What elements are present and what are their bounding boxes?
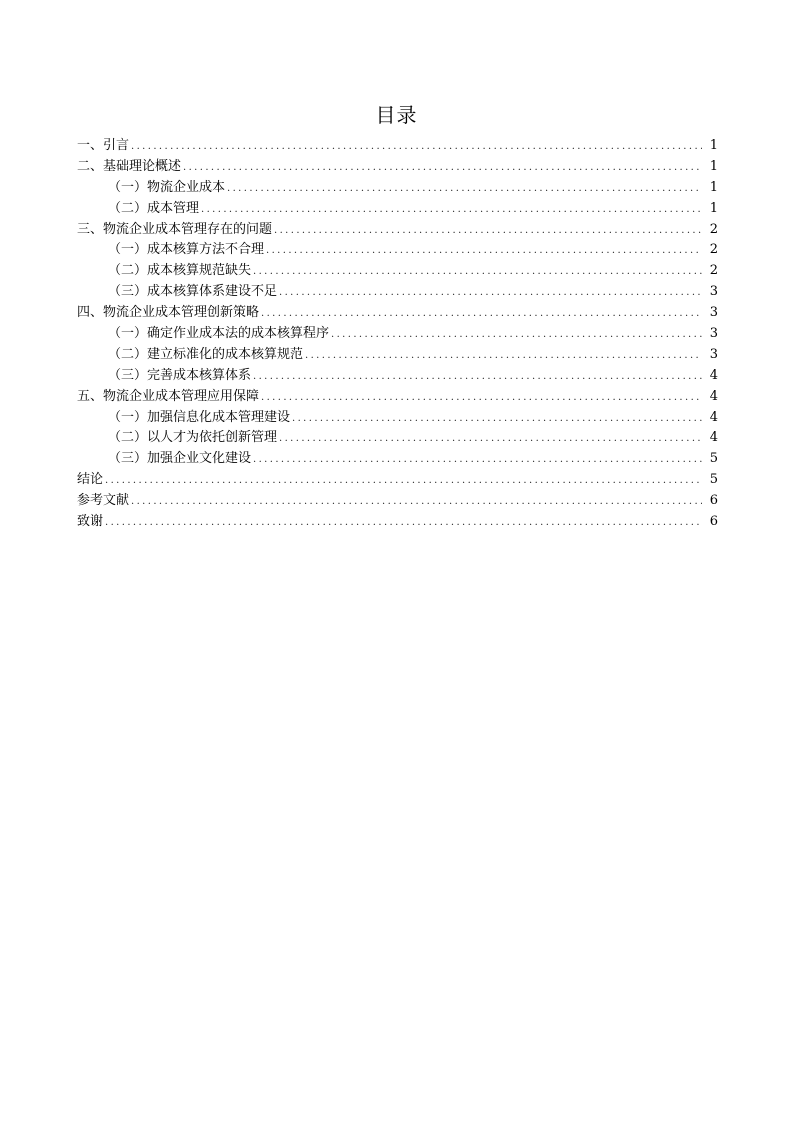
dot-leader — [201, 200, 702, 221]
toc-page-number: 4 — [709, 409, 718, 425]
toc-entry-informatization[interactable] — [77, 408, 718, 429]
toc-entry-existing-problems[interactable] — [77, 220, 718, 241]
dot-leader — [131, 492, 702, 513]
toc-page-number: 5 — [709, 472, 718, 488]
toc-page-number: 5 — [709, 451, 718, 467]
toc-entry-accounting-standards[interactable] — [77, 261, 718, 282]
toc-page-number: 4 — [709, 388, 718, 404]
dot-leader — [331, 325, 702, 346]
page-title: 目录 — [375, 103, 418, 127]
toc-entry-label: 四、物流企业成本管理创新策略 — [77, 305, 260, 321]
toc-page-number: 1 — [709, 179, 718, 195]
toc-entry-application-guarantee[interactable] — [77, 387, 718, 408]
toc-page-number: 2 — [709, 221, 718, 237]
toc-page-number: 3 — [709, 305, 718, 321]
dot-leader — [261, 388, 702, 409]
dot-leader — [274, 221, 702, 242]
toc-entry-label: （二）以人才为依托创新管理 — [108, 430, 278, 446]
dot-leader — [292, 409, 702, 430]
toc-entry-label: （三）完善成本核算体系 — [108, 367, 252, 383]
toc-entry-label: （三）加强企业文化建设 — [108, 451, 252, 467]
toc-entry-label: （一）确定作业成本法的成本核算程序 — [108, 326, 330, 342]
toc-page-number: 3 — [709, 326, 718, 342]
toc-entry-label: 二、基础理论概述 — [77, 158, 182, 174]
toc-page-number: 3 — [709, 346, 718, 362]
dot-leader — [253, 367, 702, 388]
toc-entry-improve-system[interactable] — [77, 366, 718, 387]
dot-leader — [105, 513, 702, 534]
toc-entry-label: 参考文献 — [77, 493, 130, 509]
dot-leader — [253, 450, 702, 471]
toc-entry-label: 结论 — [77, 472, 104, 488]
toc-entry-accounting-system[interactable] — [77, 282, 718, 303]
toc-entry-label: 致谢 — [77, 514, 104, 530]
toc-entry-conclusion[interactable] — [77, 470, 718, 491]
table-of-contents — [77, 136, 718, 533]
toc-entry-label: （一）成本核算方法不合理 — [108, 242, 265, 258]
toc-entry-label: （一）加强信息化成本管理建设 — [108, 409, 291, 425]
toc-page-number: 6 — [709, 514, 718, 530]
dot-leader — [279, 283, 702, 304]
toc-entry-label: 五、物流企业成本管理应用保障 — [77, 388, 260, 404]
toc-entry-activity-based-costing[interactable] — [77, 324, 718, 345]
toc-entry-innovation-strategies[interactable] — [77, 303, 718, 324]
dot-leader — [305, 346, 702, 367]
toc-entry-accounting-method[interactable] — [77, 240, 718, 261]
toc-entry-references[interactable] — [77, 491, 718, 512]
dot-leader — [131, 137, 702, 158]
dot-leader — [105, 471, 702, 492]
toc-entry-label: 一、引言 — [77, 138, 130, 153]
toc-entry-corporate-culture[interactable] — [77, 449, 718, 470]
dot-leader — [227, 179, 702, 200]
toc-page-number: 2 — [709, 263, 718, 279]
toc-entry-standardized-norms[interactable] — [77, 345, 718, 366]
dot-leader — [261, 304, 702, 325]
toc-page-number: 6 — [709, 493, 718, 509]
toc-entry-label: （二）建立标准化的成本核算规范 — [108, 346, 304, 362]
toc-page-number: 3 — [709, 284, 718, 300]
dot-leader — [183, 158, 702, 179]
dot-leader — [266, 241, 702, 262]
toc-entry-cost-management[interactable] — [77, 199, 718, 220]
toc-entry-logistics-cost[interactable] — [77, 178, 718, 199]
toc-page-number: 2 — [709, 242, 718, 258]
toc-page-number: 1 — [709, 200, 718, 216]
toc-entry-introduction[interactable] — [77, 136, 718, 157]
toc-page-number: 1 — [709, 158, 718, 174]
toc-page-number: 1 — [709, 138, 718, 153]
toc-entry-label: （三）成本核算体系建设不足 — [108, 284, 278, 300]
toc-page-number: 4 — [709, 430, 718, 446]
toc-entry-talent-innovation[interactable] — [77, 428, 718, 449]
toc-entry-acknowledgements[interactable] — [77, 512, 718, 533]
toc-entry-basic-theory[interactable] — [77, 157, 718, 178]
toc-page-number: 4 — [709, 367, 718, 383]
toc-entry-label: （二）成本管理 — [108, 200, 200, 216]
dot-leader — [253, 262, 702, 283]
toc-entry-label: （二）成本核算规范缺失 — [108, 263, 252, 279]
dot-leader — [279, 429, 702, 450]
toc-entry-label: 三、物流企业成本管理存在的问题 — [77, 221, 273, 237]
toc-entry-label: （一）物流企业成本 — [108, 179, 226, 195]
